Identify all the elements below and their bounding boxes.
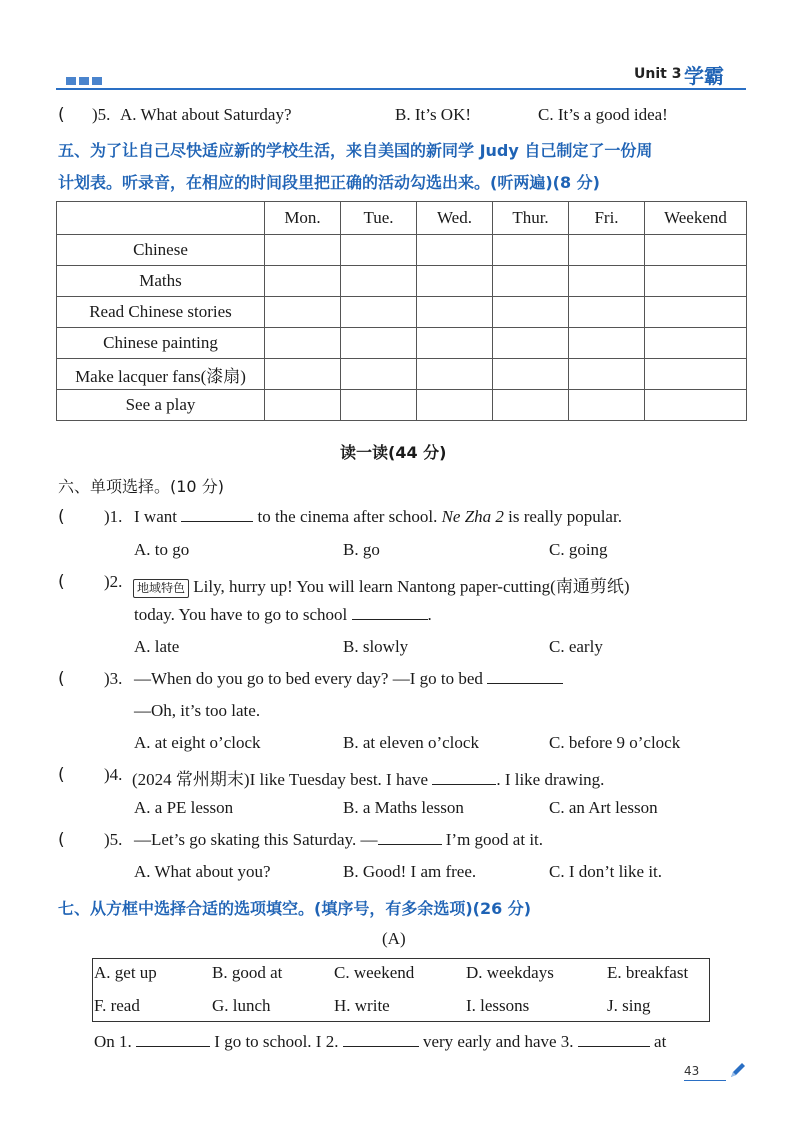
- q1-post: is really popular.: [508, 507, 622, 526]
- answer-blank[interactable]: [378, 830, 442, 845]
- question-number: )2.: [104, 572, 123, 591]
- option-b: B. Good! I am free.: [343, 862, 477, 881]
- check-cell[interactable]: [645, 235, 747, 266]
- option-c: C. I don’t like it.: [549, 862, 663, 881]
- table-row: [57, 359, 747, 390]
- table-row: [57, 297, 747, 328]
- option-b: B. go: [343, 540, 380, 559]
- q1-pre: I want: [134, 507, 177, 526]
- word-option: D. weekdays: [466, 963, 554, 982]
- passage-seg3: very early and have 3.: [422, 1032, 574, 1051]
- question-number: )3.: [104, 669, 123, 688]
- answer-blank[interactable]: [181, 507, 253, 522]
- check-cell[interactable]: [493, 266, 569, 297]
- passage-seg2: I go to school. I 2.: [214, 1032, 339, 1051]
- option-a: A. What about Saturday?: [120, 105, 292, 124]
- day-header: Fri.: [569, 202, 645, 235]
- word-option: J. sing: [607, 996, 651, 1015]
- section7-title: 七、从方框中选择合适的选项填空。(填序号，有多余选项)(26 分): [58, 899, 532, 918]
- option-b: B. It’s OK!: [395, 105, 472, 124]
- option-c: C. early: [549, 637, 603, 656]
- header-decoration: [66, 70, 105, 90]
- page-rule: [684, 1080, 726, 1081]
- word-option: B. good at: [212, 963, 283, 982]
- question-number: )5.: [92, 105, 111, 124]
- activity-label: Make lacquer fans(漆扇): [57, 359, 265, 390]
- check-cell[interactable]: [417, 328, 493, 359]
- check-cell[interactable]: [265, 297, 341, 328]
- q2-line2: today. You have to go to school: [134, 605, 348, 624]
- check-cell[interactable]: [417, 390, 493, 421]
- question-text: [134, 669, 563, 689]
- check-cell[interactable]: [265, 390, 341, 421]
- option-a: A. What about you?: [134, 862, 271, 881]
- answer-paren[interactable]: (: [58, 830, 65, 850]
- q2-line1: Lily, hurry up! You will learn Nantong paper-cutting(南通剪纸): [193, 577, 630, 596]
- brand-logo: 学霸: [684, 64, 724, 88]
- question-text: [134, 507, 622, 527]
- unit-label: Unit 3: [634, 66, 682, 82]
- section5-instructions-line1: 五、为了让自己尽快适应新的学校生活，来自美国的新同学 Judy 自己制定了一份周: [58, 141, 653, 160]
- day-header: Wed.: [417, 202, 493, 235]
- q3-line2: —Oh, it’s too late.: [134, 701, 261, 720]
- q5-post: I’m good at it.: [445, 830, 544, 849]
- option-c: C. going: [549, 540, 608, 559]
- check-cell[interactable]: [341, 328, 417, 359]
- word-option: F. read: [94, 996, 140, 1015]
- day-header: Weekend: [645, 202, 747, 235]
- passage-seg1: On 1.: [94, 1032, 132, 1051]
- question-text: [133, 572, 630, 598]
- answer-paren[interactable]: (: [58, 572, 65, 592]
- subsection-label: (A): [382, 929, 406, 948]
- section5-instructions-line2: 计划表。听录音，在相应的时间段里把正确的活动勾选出来。(听两遍)(8 分): [58, 173, 600, 192]
- day-header: Mon.: [265, 202, 341, 235]
- activity-label: Chinese: [57, 235, 265, 266]
- question-text: [132, 765, 604, 790]
- read-section-title: 读一读(44 分): [340, 443, 447, 462]
- answer-blank[interactable]: [136, 1032, 210, 1047]
- word-option: C. weekend: [334, 963, 415, 982]
- q1-mid: to the cinema after school.: [257, 507, 438, 526]
- day-header: Thur.: [493, 202, 569, 235]
- check-cell[interactable]: [417, 266, 493, 297]
- check-cell[interactable]: [645, 359, 747, 390]
- check-cell[interactable]: [341, 297, 417, 328]
- pencil-icon: [728, 1060, 748, 1080]
- table-row: [57, 328, 747, 359]
- table-row: [57, 266, 747, 297]
- answer-blank[interactable]: [432, 770, 496, 785]
- word-option: G. lunch: [212, 996, 271, 1015]
- passage-seg4: at: [654, 1032, 667, 1051]
- answer-paren[interactable]: (: [58, 507, 65, 527]
- check-cell[interactable]: [417, 359, 493, 390]
- option-b: B. a Maths lesson: [343, 798, 464, 817]
- check-cell[interactable]: [265, 328, 341, 359]
- q2-end: .: [427, 605, 432, 624]
- check-cell[interactable]: [341, 266, 417, 297]
- question-number: )5.: [104, 830, 123, 849]
- question-text: [134, 830, 543, 850]
- activity-label: See a play: [57, 390, 265, 421]
- q5-pre: —Let’s go skating this Saturday. —: [134, 830, 378, 849]
- option-a: A. at eight o’clock: [134, 733, 261, 752]
- activity-label: Read Chinese stories: [57, 297, 265, 328]
- movie-title: Ne Zha 2: [441, 507, 504, 526]
- page-number: 43: [684, 1064, 700, 1078]
- word-option: H. write: [334, 996, 390, 1015]
- check-cell[interactable]: [493, 390, 569, 421]
- check-cell[interactable]: [493, 235, 569, 266]
- answer-paren[interactable]: (: [58, 105, 65, 125]
- day-header: Tue.: [341, 202, 417, 235]
- check-cell[interactable]: [569, 328, 645, 359]
- check-cell[interactable]: [645, 328, 747, 359]
- word-option: E. breakfast: [607, 963, 689, 982]
- question-number: )4.: [104, 765, 123, 784]
- check-cell[interactable]: [417, 297, 493, 328]
- check-cell[interactable]: [265, 266, 341, 297]
- option-b: B. at eleven o’clock: [343, 733, 479, 752]
- section6-title: 六、单项选择。(10 分): [58, 477, 224, 496]
- check-cell[interactable]: [417, 235, 493, 266]
- word-option: A. get up: [94, 963, 157, 982]
- option-b: B. slowly: [343, 637, 409, 656]
- option-c: C. It’s a good idea!: [538, 105, 668, 124]
- activity-label: Maths: [57, 266, 265, 297]
- answer-blank[interactable]: [487, 669, 563, 684]
- activity-label: Chinese painting: [57, 328, 265, 359]
- check-cell[interactable]: [341, 235, 417, 266]
- answer-blank[interactable]: [352, 605, 428, 620]
- option-a: A. late: [134, 637, 180, 656]
- check-cell[interactable]: [493, 359, 569, 390]
- check-cell[interactable]: [493, 328, 569, 359]
- table-row: [57, 390, 747, 421]
- header-rule: [56, 88, 746, 90]
- check-cell[interactable]: [645, 390, 747, 421]
- check-cell[interactable]: [265, 359, 341, 390]
- check-cell[interactable]: [645, 297, 747, 328]
- table-corner: [57, 202, 265, 235]
- check-cell[interactable]: [341, 359, 417, 390]
- check-cell[interactable]: [493, 297, 569, 328]
- question-text-line2: [134, 605, 432, 625]
- table-header-row: [57, 202, 747, 235]
- regional-feature-tag: 地域特色: [133, 579, 189, 598]
- check-cell[interactable]: [569, 235, 645, 266]
- check-cell[interactable]: [265, 235, 341, 266]
- check-cell[interactable]: [569, 390, 645, 421]
- q3-line1: —When do you go to bed every day? —I go to bed: [134, 669, 483, 688]
- option-c: C. before 9 o’clock: [549, 733, 681, 752]
- word-option: I. lessons: [466, 996, 530, 1015]
- question-number: )1.: [104, 507, 123, 526]
- option-a: A. a PE lesson: [134, 798, 234, 817]
- option-c: C. an Art lesson: [549, 798, 658, 817]
- check-cell[interactable]: [645, 266, 747, 297]
- check-cell[interactable]: [569, 297, 645, 328]
- check-cell[interactable]: [569, 359, 645, 390]
- option-a: A. to go: [134, 540, 190, 559]
- q4-pre: (2024 常州期末)I like Tuesday best. I have: [132, 770, 429, 789]
- answer-blank[interactable]: [578, 1032, 650, 1047]
- passage-line: [94, 1032, 666, 1052]
- answer-blank[interactable]: [343, 1032, 419, 1047]
- answer-paren[interactable]: (: [58, 669, 65, 689]
- check-cell[interactable]: [569, 266, 645, 297]
- table-row: [57, 235, 747, 266]
- check-cell[interactable]: [341, 390, 417, 421]
- q4-post: . I like drawing.: [496, 770, 605, 789]
- answer-paren[interactable]: (: [58, 765, 65, 785]
- weekly-schedule-table: [56, 201, 747, 421]
